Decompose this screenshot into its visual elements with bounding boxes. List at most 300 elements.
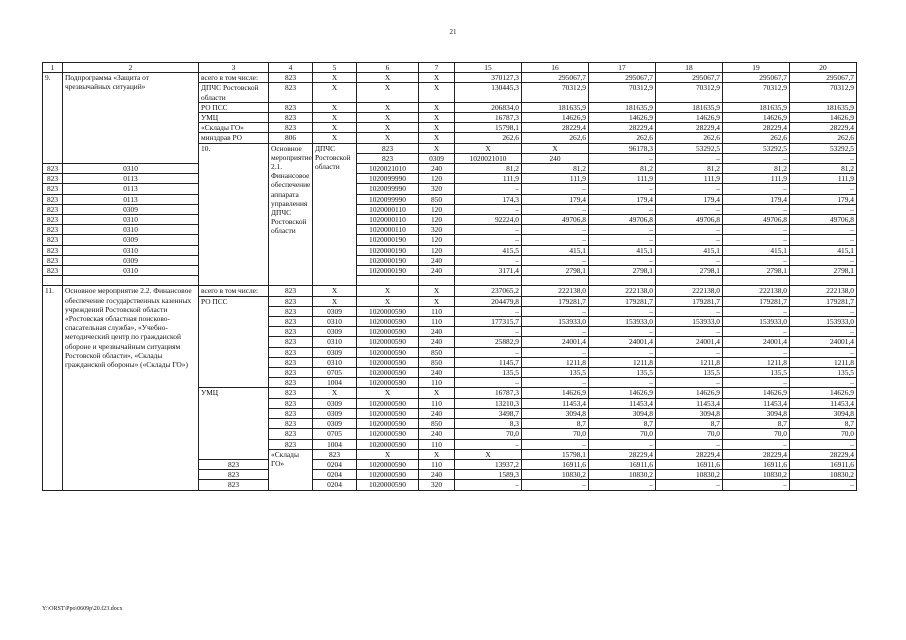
value-cell: 806 (269, 133, 313, 143)
value-cell: 179,4 (656, 194, 723, 204)
value-cell: 15798,1 (455, 123, 522, 133)
value-cell: X (313, 102, 357, 112)
value-cell: 14626,9 (723, 113, 790, 123)
value-cell: 181635,9 (656, 102, 723, 112)
value-cell: 53292,5 (723, 143, 790, 153)
value-cell: – (589, 480, 656, 490)
executor: всего в том числе: (199, 286, 269, 296)
value-cell: 0309 (313, 419, 357, 429)
value-cell: – (656, 255, 723, 265)
value-cell: 295067,7 (522, 73, 589, 83)
value-cell: – (522, 235, 589, 245)
value-cell: X (357, 388, 419, 398)
value-cell: – (455, 306, 522, 316)
value-cell: – (589, 204, 656, 214)
value-cell: 1020000590 (357, 327, 419, 337)
value-cell: 28229,4 (723, 123, 790, 133)
value-cell: 28229,4 (656, 449, 723, 459)
value-cell: 24001,4 (522, 337, 589, 347)
value-cell: 1020099990 (357, 184, 419, 194)
value-cell: 24001,4 (790, 337, 857, 347)
value-cell: 28229,4 (589, 449, 656, 459)
table-row (43, 164, 857, 174)
value-cell: 0310 (313, 337, 357, 347)
value-cell: 823 (43, 184, 63, 194)
table-row (43, 184, 857, 194)
value-cell: 1211,8 (656, 357, 723, 367)
value-cell: 1211,8 (723, 357, 790, 367)
value-cell: – (589, 235, 656, 245)
value-cell: 415,5 (455, 245, 522, 255)
value-cell: 70,0 (589, 429, 656, 439)
value-cell: X (419, 113, 455, 123)
value-cell: 14626,9 (790, 113, 857, 123)
value-cell: 0310 (63, 164, 199, 174)
column-header: 17 (589, 63, 656, 73)
value-cell: 1020000590 (357, 470, 419, 480)
value-cell: 49706,8 (589, 215, 656, 225)
value-cell: 823 (269, 398, 313, 408)
value-cell: – (723, 153, 790, 163)
value-cell: 2798,1 (723, 266, 790, 276)
value-cell: 25882,9 (455, 337, 522, 347)
value-cell: 0204 (313, 470, 357, 480)
value-cell: 111,9 (522, 174, 589, 184)
table-row (43, 225, 857, 235)
value-cell: 111,9 (589, 174, 656, 184)
value-cell: 2798,1 (656, 266, 723, 276)
value-cell: 28229,4 (790, 449, 857, 459)
value-cell: 11453,4 (656, 398, 723, 408)
value-cell: 3171,4 (455, 266, 522, 276)
value-cell (790, 276, 857, 286)
value-cell: 10830,2 (522, 470, 589, 480)
table-row (43, 194, 857, 204)
value-cell: 0309 (313, 347, 357, 357)
value-cell: 28229,4 (723, 449, 790, 459)
value-cell: – (723, 204, 790, 214)
value-cell: – (589, 153, 656, 163)
column-header: 7 (419, 63, 455, 73)
value-cell: 15798,1 (522, 449, 589, 459)
value-cell: – (723, 378, 790, 388)
column-header: 19 (723, 63, 790, 73)
value-cell: 823 (357, 143, 419, 153)
value-cell: 222138,0 (589, 286, 656, 296)
value-cell: 14626,9 (589, 388, 656, 398)
value-cell: 1020000590 (357, 306, 419, 316)
value-cell: – (790, 306, 857, 316)
value-cell (589, 276, 656, 286)
budget-table (42, 62, 857, 491)
value-cell: X (419, 102, 455, 112)
value-cell: – (522, 204, 589, 214)
value-cell: – (790, 347, 857, 357)
value-cell: 179281,7 (656, 296, 723, 306)
value-cell: 10830,2 (723, 470, 790, 480)
value-cell: 14626,9 (790, 388, 857, 398)
value-cell: – (656, 204, 723, 214)
table-row (43, 215, 857, 225)
value-cell (522, 276, 589, 286)
value-cell: 14626,9 (656, 113, 723, 123)
value-cell: 120 (419, 204, 455, 214)
value-cell: 415,1 (589, 245, 656, 255)
value-cell: 240 (419, 164, 455, 174)
value-cell: 81,2 (723, 164, 790, 174)
value-cell: 49706,8 (723, 215, 790, 225)
value-cell: 240 (522, 153, 589, 163)
column-header: 18 (656, 63, 723, 73)
program-name: Основное мероприятие 2.2. Финансовое обеспечение государственных казенных учреждений Ростовской области «Ростовская областная поисково-спасательная служба», «Учебно-методический центр по гражданской обороне и чрезвычайным ситуациям Ростовской области», «Склады гражданской обороны» («Склады ГО») (63, 286, 199, 490)
value-cell: 24001,4 (723, 337, 790, 347)
value-cell: 0310 (313, 317, 357, 327)
value-cell: 0309 (63, 255, 199, 265)
value-cell: 24001,4 (589, 337, 656, 347)
value-cell: 179281,7 (723, 296, 790, 306)
value-cell: 823 (269, 439, 313, 449)
column-header: 1 (43, 63, 63, 73)
value-cell: 11453,4 (589, 398, 656, 408)
column-header: 3 (199, 63, 269, 73)
value-cell: – (790, 235, 857, 245)
value-cell: 823 (43, 174, 63, 184)
value-cell: X (357, 83, 419, 102)
value-cell: 181635,9 (790, 102, 857, 112)
value-cell: 320 (419, 184, 455, 194)
table-row (43, 276, 857, 286)
value-cell: 222138,0 (522, 286, 589, 296)
value-cell: 823 (269, 378, 313, 388)
value-cell: – (589, 255, 656, 265)
value-cell: 240 (419, 368, 455, 378)
value-cell: 823 (269, 368, 313, 378)
value-cell: 110 (419, 317, 455, 327)
value-cell: X (419, 449, 455, 459)
value-cell: 823 (199, 470, 269, 480)
executor: УМЦ (199, 388, 269, 459)
value-cell: 1020099990 (357, 174, 419, 184)
value-cell: 181635,9 (522, 102, 589, 112)
value-cell: X (357, 123, 419, 133)
value-cell: – (455, 347, 522, 357)
value-cell: 415,1 (656, 245, 723, 255)
value-cell: 1211,8 (790, 357, 857, 367)
value-cell: – (656, 480, 723, 490)
value-cell: – (455, 225, 522, 235)
value-cell: 153933,0 (522, 317, 589, 327)
value-cell: 1020000110 (357, 215, 419, 225)
value-cell: 262,6 (723, 133, 790, 143)
value-cell: 1020000590 (357, 357, 419, 367)
value-cell: 3094,8 (522, 408, 589, 418)
value-cell: 823 (269, 286, 313, 296)
value-cell: 0310 (313, 357, 357, 367)
table-row (43, 235, 857, 245)
value-cell: 16911,6 (656, 459, 723, 469)
value-cell: 110 (419, 306, 455, 316)
value-cell: 1211,8 (589, 357, 656, 367)
value-cell: 153933,0 (589, 317, 656, 327)
value-cell: 0309 (313, 408, 357, 418)
value-cell: 1020000590 (357, 398, 419, 408)
value-cell: 823 (269, 306, 313, 316)
value-cell: 823 (269, 83, 313, 102)
value-cell: 1020000590 (357, 347, 419, 357)
value-cell: 111,9 (656, 174, 723, 184)
value-cell: 70312,9 (656, 83, 723, 102)
value-cell: 8,7 (723, 419, 790, 429)
program-name: Основное мероприятие 2.1. Финансовое обеспечение аппарата управления ДПЧС Ростовской области (269, 143, 313, 286)
value-cell: – (723, 235, 790, 245)
value-cell: – (522, 327, 589, 337)
value-cell: 8,7 (589, 419, 656, 429)
value-cell: 240 (419, 255, 455, 265)
value-cell: – (790, 153, 857, 163)
value-cell: 240 (419, 429, 455, 439)
value-cell: 28229,4 (522, 123, 589, 133)
value-cell: 8,7 (656, 419, 723, 429)
value-cell: 262,6 (455, 133, 522, 143)
value-cell: – (522, 255, 589, 265)
value-cell: 823 (313, 449, 357, 459)
row-number: 11. (43, 286, 63, 490)
value-cell: 823 (43, 164, 63, 174)
value-cell: 0705 (313, 368, 357, 378)
value-cell: X (419, 73, 455, 83)
value-cell: 135,5 (522, 368, 589, 378)
value-cell: 179,4 (589, 194, 656, 204)
column-header: 5 (313, 63, 357, 73)
value-cell: 10830,2 (656, 470, 723, 480)
value-cell: 823 (269, 419, 313, 429)
value-cell: 153933,0 (723, 317, 790, 327)
value-cell: X (522, 143, 589, 153)
value-cell: 823 (269, 73, 313, 83)
value-cell: 823 (269, 296, 313, 306)
value-cell: 0309 (63, 235, 199, 245)
value-cell: X (357, 73, 419, 83)
value-cell: 110 (419, 398, 455, 408)
value-cell: X (313, 133, 357, 143)
value-cell: – (790, 327, 857, 337)
value-cell: 823 (269, 347, 313, 357)
value-cell: 823 (43, 215, 63, 225)
value-cell: 0309 (313, 398, 357, 408)
value-cell: 1020000190 (357, 235, 419, 245)
value-cell: X (357, 102, 419, 112)
value-cell: 823 (269, 337, 313, 347)
value-cell: 415,1 (522, 245, 589, 255)
table-row (43, 245, 857, 255)
value-cell: – (656, 347, 723, 357)
executor: «Склады ГО» (269, 449, 313, 490)
value-cell: 823 (43, 245, 63, 255)
value-cell: 16911,6 (522, 459, 589, 469)
value-cell: 1004 (313, 439, 357, 449)
value-cell: 262,6 (589, 133, 656, 143)
value-cell: 850 (419, 347, 455, 357)
value-cell: 28229,4 (656, 123, 723, 133)
value-cell: 1020000190 (357, 245, 419, 255)
value-cell: – (656, 225, 723, 235)
value-cell: 16911,6 (790, 459, 857, 469)
value-cell (656, 276, 723, 286)
value-cell: 13210,3 (455, 398, 522, 408)
value-cell: 70,0 (522, 429, 589, 439)
value-cell: 16787,3 (455, 388, 522, 398)
value-cell: 16911,6 (723, 459, 790, 469)
value-cell: 1020000590 (357, 317, 419, 327)
value-cell: X (455, 143, 522, 153)
value-cell: 415,1 (723, 245, 790, 255)
value-cell: 3094,8 (723, 408, 790, 418)
table-row (43, 174, 857, 184)
value-cell: 1020000590 (357, 408, 419, 418)
value-cell: 11453,4 (723, 398, 790, 408)
value-cell: – (589, 327, 656, 337)
value-cell: 1020000190 (357, 266, 419, 276)
value-cell: 14626,9 (522, 388, 589, 398)
value-cell: – (455, 235, 522, 245)
value-cell: 823 (269, 388, 313, 398)
value-cell: X (313, 123, 357, 133)
row-number: 9. (43, 73, 63, 164)
value-cell: X (419, 83, 455, 102)
value-cell: 1020000590 (357, 439, 419, 449)
value-cell: – (455, 480, 522, 490)
value-cell (723, 276, 790, 286)
value-cell: 240 (419, 327, 455, 337)
value-cell: 0204 (313, 480, 357, 490)
value-cell: 81,2 (656, 164, 723, 174)
value-cell: 111,9 (723, 174, 790, 184)
value-cell: 823 (269, 408, 313, 418)
column-header: 4 (269, 63, 313, 73)
value-cell: 1020000590 (357, 480, 419, 490)
value-cell: – (723, 225, 790, 235)
value-cell: 28229,4 (589, 123, 656, 133)
value-cell: – (589, 225, 656, 235)
value-cell: 295067,7 (589, 73, 656, 83)
value-cell: 14626,9 (589, 113, 656, 123)
value-cell: 135,5 (723, 368, 790, 378)
value-cell: X (313, 296, 357, 306)
value-cell (43, 276, 63, 286)
value-cell (455, 276, 522, 286)
value-cell: 0310 (63, 266, 199, 276)
value-cell: – (522, 439, 589, 449)
value-cell: 10830,2 (589, 470, 656, 480)
value-cell: 415,1 (790, 245, 857, 255)
value-cell: 823 (269, 317, 313, 327)
value-cell: – (656, 327, 723, 337)
value-cell: 49706,8 (790, 215, 857, 225)
value-cell: 1020021010 (357, 164, 419, 174)
value-cell: 3498,7 (455, 408, 522, 418)
value-cell: 0310 (63, 215, 199, 225)
column-header: 16 (522, 63, 589, 73)
value-cell: 3094,8 (656, 408, 723, 418)
column-header: 2 (63, 63, 199, 73)
value-cell: X (357, 133, 419, 143)
value-cell: 823 (43, 204, 63, 214)
value-cell: 823 (43, 235, 63, 245)
value-cell: 0309 (419, 153, 455, 163)
value-cell: 823 (43, 194, 63, 204)
header-row (43, 63, 857, 73)
value-cell: 8,7 (790, 419, 857, 429)
value-cell: 262,6 (790, 133, 857, 143)
value-cell: 70,0 (656, 429, 723, 439)
value-cell: 70312,9 (522, 83, 589, 102)
row-number: 10. (199, 143, 269, 286)
table-row (43, 73, 857, 83)
value-cell: 179,4 (790, 194, 857, 204)
value-cell: 2798,1 (589, 266, 656, 276)
value-cell: 262,6 (522, 133, 589, 143)
value-cell: 1020000590 (357, 378, 419, 388)
value-cell: X (419, 296, 455, 306)
value-cell: – (723, 255, 790, 265)
value-cell: 135,5 (790, 368, 857, 378)
value-cell: – (589, 184, 656, 194)
value-cell: X (419, 286, 455, 296)
value-cell: 0113 (63, 174, 199, 184)
value-cell: 70,0 (790, 429, 857, 439)
value-cell: – (790, 378, 857, 388)
table-row (43, 255, 857, 265)
value-cell: – (723, 439, 790, 449)
value-cell: 204479,8 (455, 296, 522, 306)
value-cell: – (589, 306, 656, 316)
value-cell: 222138,0 (723, 286, 790, 296)
value-cell: 179281,7 (522, 296, 589, 306)
value-cell: 240 (419, 266, 455, 276)
value-cell: – (455, 184, 522, 194)
value-cell: 0113 (63, 184, 199, 194)
value-cell: 49706,8 (656, 215, 723, 225)
executor: РО ПСС (199, 102, 269, 112)
table-row (43, 204, 857, 214)
value-cell: 1004 (313, 378, 357, 388)
table-row (43, 286, 857, 296)
value-cell: 181635,9 (723, 102, 790, 112)
value-cell: 135,5 (656, 368, 723, 378)
value-cell: 850 (419, 357, 455, 367)
value-cell: 96178,3 (589, 143, 656, 153)
value-cell: 120 (419, 174, 455, 184)
value-cell: 11453,4 (790, 398, 857, 408)
value-cell: X (357, 113, 419, 123)
value-cell: 222138,0 (790, 286, 857, 296)
value-cell: – (522, 225, 589, 235)
value-cell: 110 (419, 439, 455, 449)
value-cell (357, 276, 419, 286)
value-cell: 16911,6 (589, 459, 656, 469)
value-cell: 13937,2 (455, 459, 522, 469)
value-cell: 130445,3 (455, 83, 522, 102)
value-cell: 3094,8 (790, 408, 857, 418)
value-cell: – (723, 327, 790, 337)
value-cell: 0309 (313, 327, 357, 337)
value-cell: 14626,9 (656, 388, 723, 398)
value-cell: 110 (419, 459, 455, 469)
value-cell: 81,2 (522, 164, 589, 174)
value-cell: – (723, 306, 790, 316)
value-cell: 70312,9 (790, 83, 857, 102)
value-cell: 222138,0 (656, 286, 723, 296)
